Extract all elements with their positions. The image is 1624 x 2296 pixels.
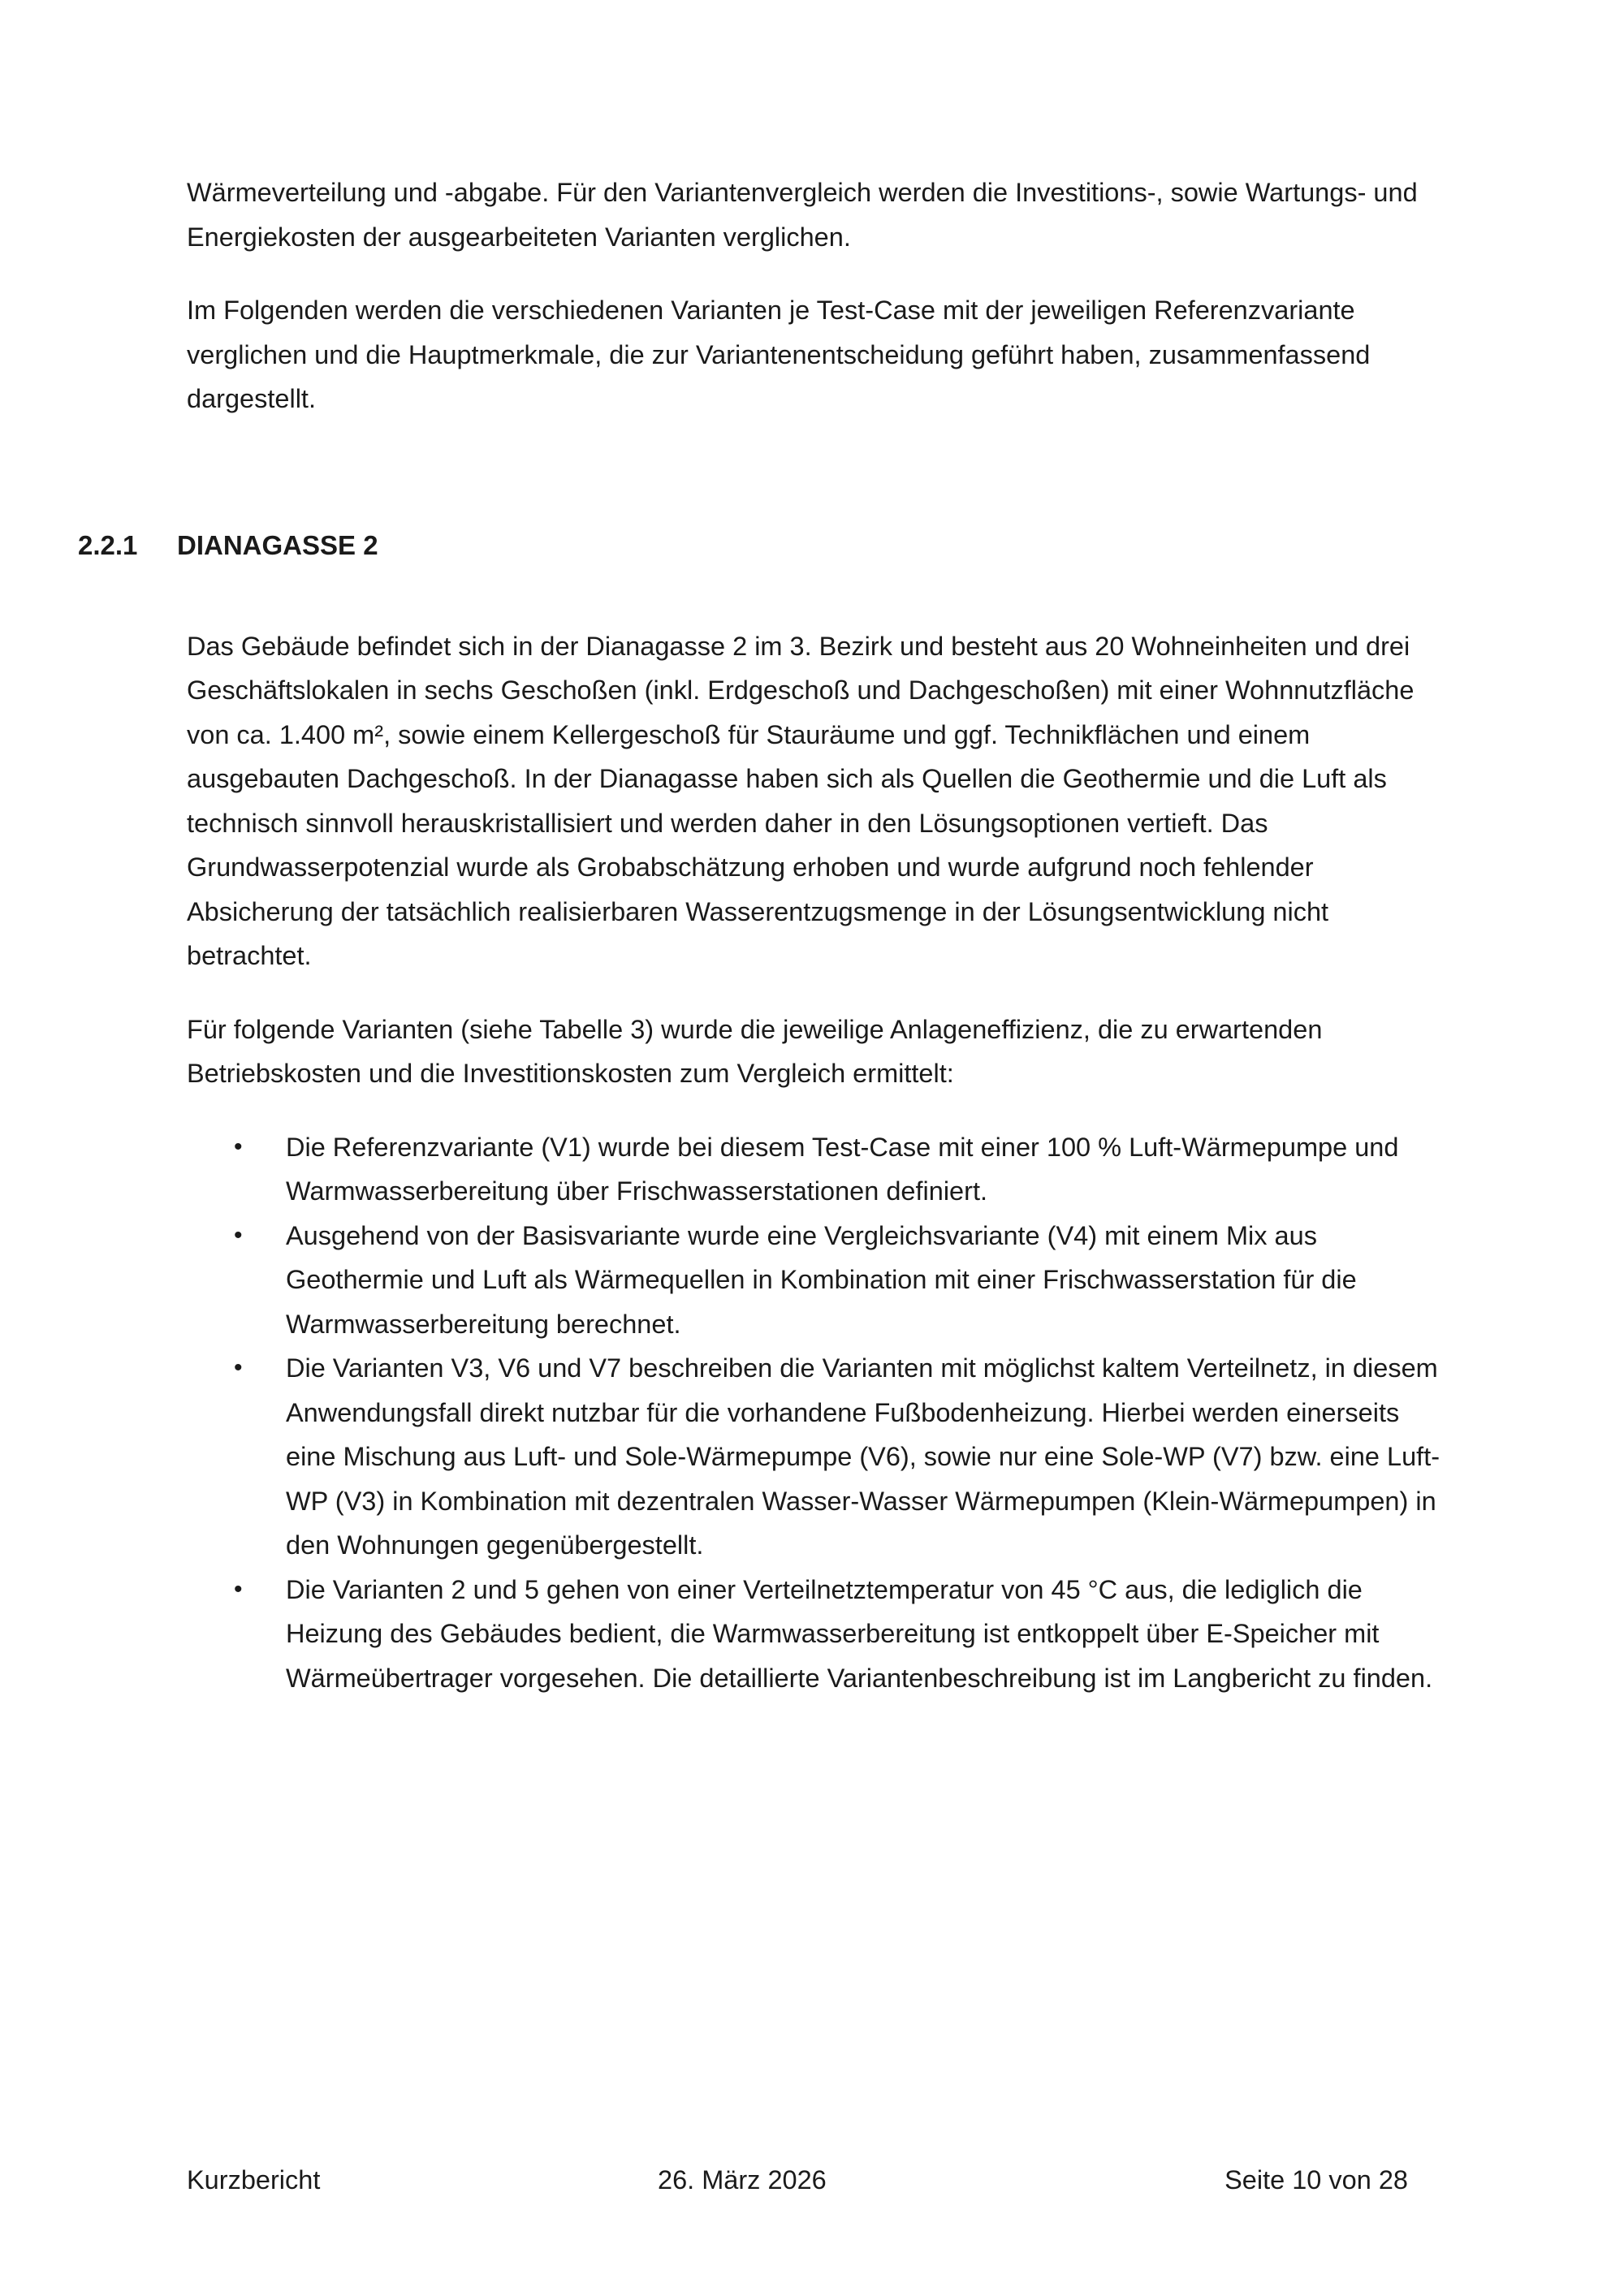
section-number: 2.2.1 xyxy=(78,529,138,560)
bullet-icon: • xyxy=(234,1133,243,1160)
list-item xyxy=(187,1568,1453,1701)
list-item-text: Die Referenzvariante (V1) wurde bei diesem Test-Case mit einer 100 % Luft-Wärmepumpe und Warmwasserbereitung über Frischwasserstationen definiert. xyxy=(286,1132,1399,1206)
paragraph-intro-following: Im Folgenden werden die verschiedenen Varianten je Test-Case mit der jeweiligen Referenzvariante verglichen und die Hauptmerkmale, die zur Variantenentscheidung geführt haben, zusammenfassend dargestellt. xyxy=(187,296,1371,413)
paragraph-building-description: Das Gebäude befindet sich in der Dianagasse 2 im 3. Bezirk und besteht aus 20 Wohneinheiten und drei Geschäftslokalen in sechs Geschoßen (inkl. Erdgeschoß und Dachgeschoßen) mit einer Wohnnutzfläche von ca. 1.400 m², sowie einem Kellergeschoß für Stauräume und ggf. Technikflächen und einem ausgebauten Dachgeschoß. In der Dianagasse haben sich als Quellen die Geothermie und die Luft als technisch sinnvoll herauskristallisiert und werden daher in den Lösungsoptionen vertieft. Das Grundwasserpotenzial wurde als Grobabschätzung erhoben und wurde aufgrund noch fehlender Absicherung der tatsächlich realisierbaren Wasserentzugsmenge in der Lösungsentwicklung nicht betrachtet. xyxy=(187,631,1415,970)
list-item-text: Ausgehend von der Basisvariante wurde eine Vergleichsvariante (V4) mit einem Mix aus Geothermie und Luft als Wärmequellen in Kombination mit einer Frischwasserstation für die Warmwasserbereitung berechnet. xyxy=(286,1220,1357,1339)
bullet-icon: • xyxy=(234,1221,243,1249)
section-title: DIANAGASSE 2 xyxy=(177,529,378,560)
list-item xyxy=(187,1346,1453,1568)
list-item-text: Die Varianten 2 und 5 gehen von einer Verteilnetztemperatur von 45 °C aus, die lediglich die Heizung des Gebäudes bedient, die Warmwasserbereitung ist entkoppelt über E-Speicher mit Wärmeübertrager vorgesehen. Die detaillierte Variantenbeschreibung ist im Langbericht zu finden. xyxy=(286,1574,1433,1693)
bullet-icon: • xyxy=(234,1575,243,1603)
footer-page-number: Seite 10 von 28 xyxy=(1224,2165,1408,2195)
footer-date: 26. März 2026 xyxy=(658,2165,827,2195)
list-item xyxy=(187,1214,1453,1347)
paragraph-variants-intro: Für folgende Varianten (siehe Tabelle 3) wurde die jeweilige Anlageneffizienz, die zu erwartenden Betriebskosten und die Investitionskosten zum Vergleich ermittelt: xyxy=(187,1014,1323,1088)
page-content xyxy=(78,170,1453,1700)
section-heading xyxy=(78,524,1453,589)
bullet-icon: • xyxy=(234,1354,243,1381)
list-item xyxy=(187,1125,1453,1214)
footer-document-type: Kurzbericht xyxy=(187,2165,321,2195)
page-footer xyxy=(187,2160,1408,2200)
variants-list xyxy=(187,1125,1453,1701)
list-item-text: Die Varianten V3, V6 und V7 beschreiben die Varianten mit möglichst kaltem Verteilnetz, in diesem Anwendungsfall direkt nutzbar für die vorhandene Fußbodenheizung. Hierbei werden einerseits eine Mischung aus Luft- und Sole-Wärmepumpe (V6), sowie nur eine Sole-WP (V7) bzw. eine Luft-WP (V3) in Kombination mit dezentralen Wasser-Wasser Wärmepumpen (Klein-Wärmepumpen) in den Wohnungen gegenübergestellt. xyxy=(286,1353,1440,1560)
paragraph-intro-continued: Wärmeverteilung und -abgabe. Für den Variantenvergleich werden die Investitions-, sowie Wartungs- und Energiekosten der ausgearbeiteten Varianten verglichen. xyxy=(187,178,1418,252)
